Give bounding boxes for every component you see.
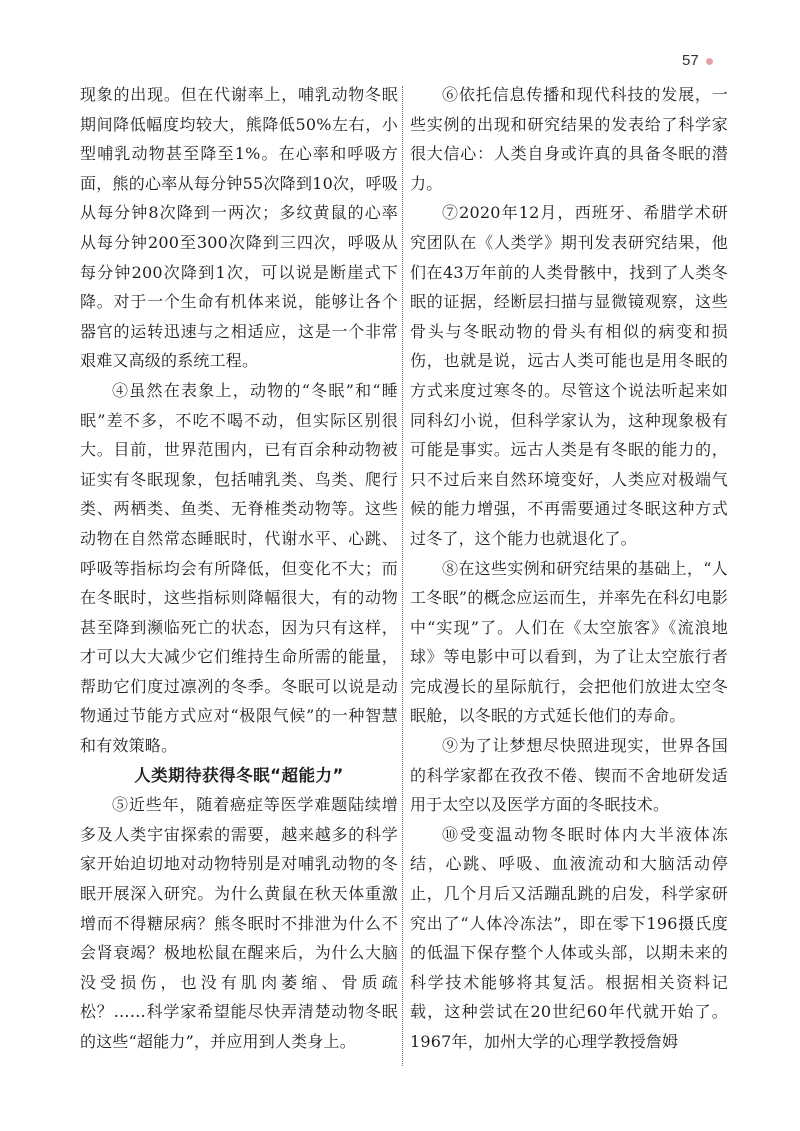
paragraph-7: ⑦2020年12月，西班牙、希腊学术研究团队在《人类学》期刊发表研究结果，他们在43万年前的人类骨骸中，找到了人类冬眠的证据，经断层扫描与显微镜观察，这些骨头与冬眠动物的骨头有相似的病变和损伤，也就是说，远古人类可能也是用冬眠的方式来度过寒冬的。尽管这个说法听起来如同科幻小说，但科学家认为，这种现象极有可能是事实。远古人类是有冬眠的能力的，只不过后来自然环境变好，人类应对极端气候的能力增强，不再需要通过冬眠这种方式过冬了，这个能力也就退化了。 [410,203,728,548]
left-column [80,80,398,1057]
paragraph-10: ⑩受变温动物冬眠时体内大半液体冻结，心跳、呼吸、血液流动和大脑活动停止，几个月后又活蹦乱跳的启发，科学家研究出了“人体冷冻法”，即在零下196摄氏度的低温下保存整个人体或头部，以期未来的科学技术能够将其复活。根据相关资料记载，这种尝试在20世纪60年代就开始了。1967年，加州大学的心理学教授詹姆 [410,824,728,1051]
paragraph-continuation: 现象的出现。但在代谢率上，哺乳动物冬眠期间降低幅度均较大，熊降低50%左右，小型哺乳动物甚至降至1%。在心率和呼吸方面，熊的心率从每分钟55次降到10次，呼吸从每分钟8次降到一两次；多纹黄鼠的心率从每分钟200至300次降到三四次，呼吸从每分钟200次降到1次，可以说是断崖式下降。对于一个生命有机体来说，能够让各个器官的运转迅速与之相适应，这是一个非常艰难又高级的系统工程。 [80,85,398,371]
right-column [410,80,728,1057]
paragraph-6: ⑥依托信息传播和现代科技的发展，一些实例的出现和研究结果的发表给了科学家很大信心：人类自身或许真的具备冬眠的潜力。 [410,85,728,193]
column-divider [402,86,403,1066]
paragraph-9: ⑨为了让梦想尽快照进现实，世界各国的科学家都在孜孜不倦、锲而不舍地研发适用于太空以及医学方面的冬眠技术。 [410,736,728,815]
page-ornament-dot [706,58,713,65]
page-number: 57 [682,52,699,69]
paragraph-8: ⑧在这些实例和研究结果的基础上，“人工冬眠”的概念应运而生，并率先在科幻电影中“实现”了。人们在《太空旅客》《流浪地球》等电影中可以看到，为了让太空旅行者完成漫长的星际航行，会把他们放进太空冬眠舱，以冬眠的方式延长他们的寿命。 [410,558,728,726]
paragraph-5: ⑤近些年，随着癌症等医学难题陆续增多及人类宇宙探索的需要，越来越多的科学家开始迫切地对动物特别是对哺乳动物的冬眠开展深入研究。为什么黄鼠在秋天体重激增而不得糖尿病？熊冬眠时不排泄为什么不会肾衰竭？极地松鼠在醒来后，为什么大脑没受损伤，也没有肌肉萎缩、骨质疏松？……科学家希望能尽快弄清楚动物冬眠的这些“超能力”，并应用到人类身上。 [80,795,398,1051]
paragraph-4: ④虽然在表象上，动物的“冬眠”和“睡眠”差不多，不吃不喝不动，但实际区别很大。目前，世界范围内，已有百余种动物被证实有冬眠现象，包括哺乳类、鸟类、爬行类、两栖类、鱼类、无脊椎类动物等。这些动物在自然常态睡眠时，代谢水平、心跳、呼吸等指标均会有所降低，但变化不大；而在冬眠时，这些指标则降幅很大，有的动物甚至降到濒临死亡的状态，因为只有这样，才可以大大减少它们维持生命所需的能量，帮助它们度过凛冽的冬季。冬眠可以说是动物通过节能方式应对“极限气候”的一种智慧和有效策略。 [80,380,398,756]
section-heading: 人类期待获得冬眠“超能力” [134,765,344,785]
